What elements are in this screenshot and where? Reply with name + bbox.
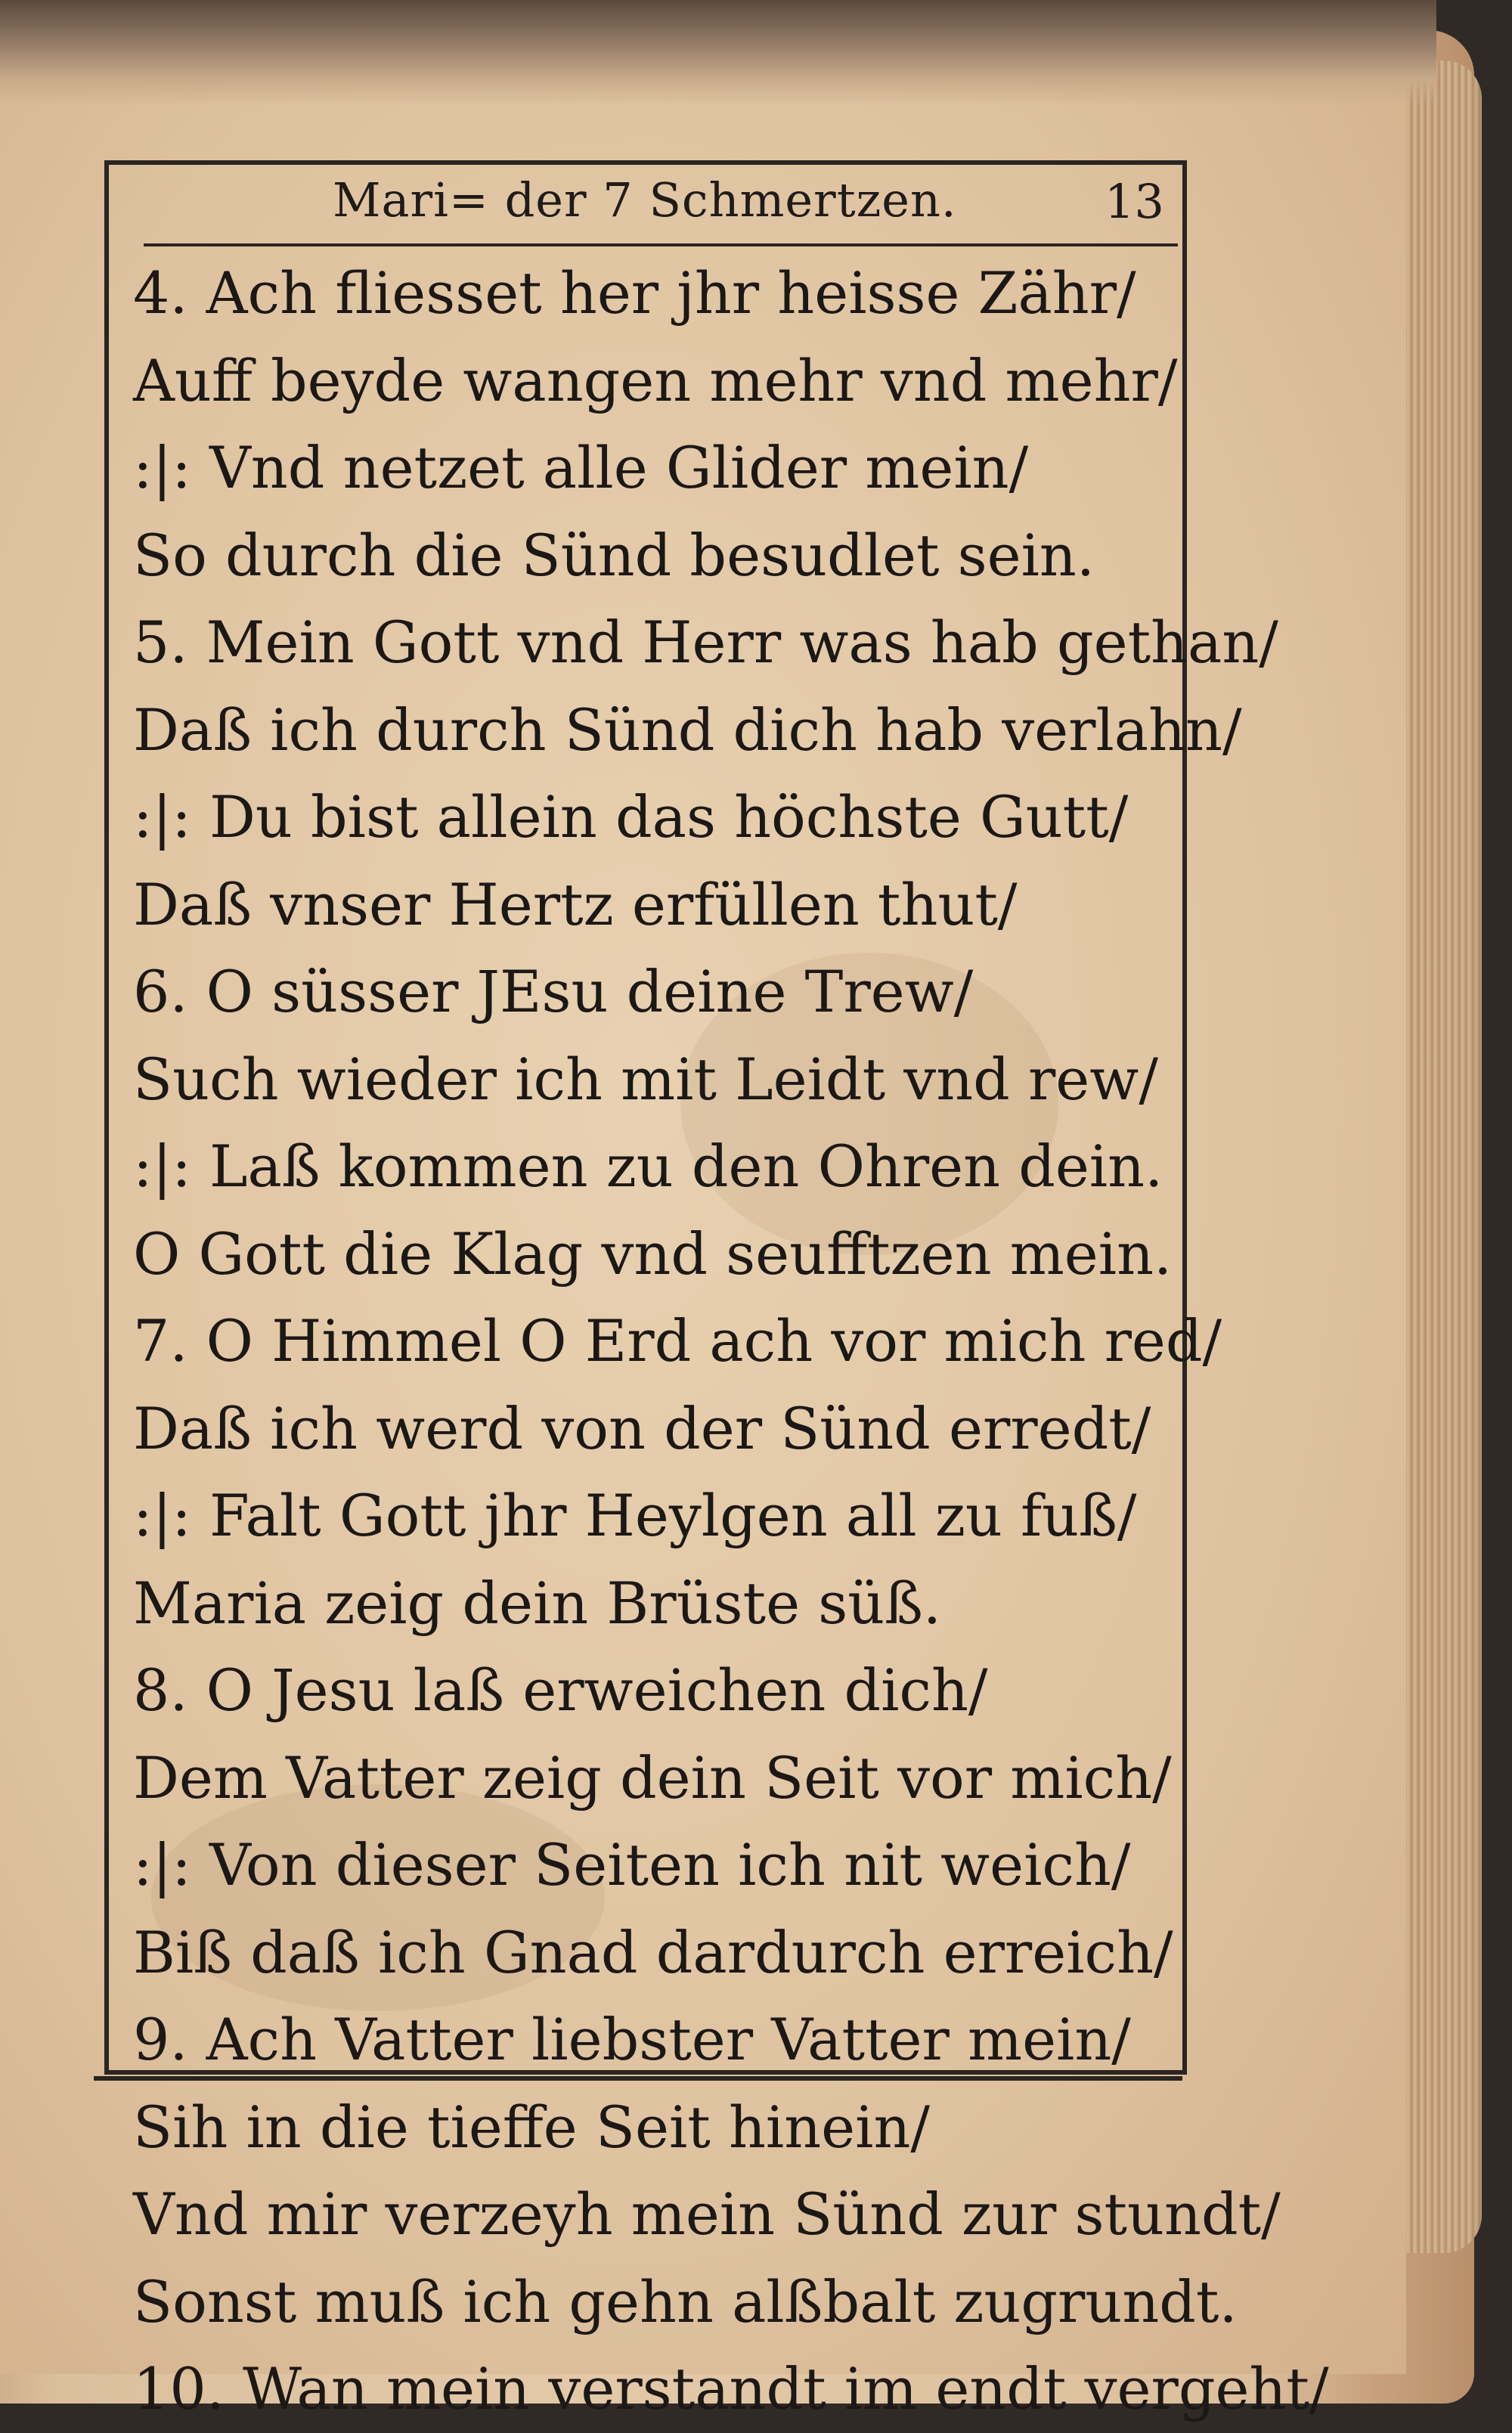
verse-line: So durch die Sünd besudlet sein.	[133, 521, 1095, 589]
verse-line: Daß ich durch Sünd dich hab verlahn/	[133, 696, 1242, 764]
verse-line: Daß vnser Hertz erfüllen thut/	[133, 870, 1018, 938]
verse-line: :|: Von dieser Seiten ich nit weich/	[133, 1831, 1131, 1898]
verse-line: 6. O süsser JEsu deine Trew/	[133, 958, 974, 1025]
verse-line: Vnd mir verzeyh mein Sünd zur stundt/	[133, 2180, 1281, 2248]
top-binding	[0, 0, 1436, 106]
verse-line: :|: Laß kommen zu den Ohren dein.	[133, 1133, 1163, 1200]
verse-line: :|: Falt Gott jhr Heylgen all zu fuß/	[133, 1482, 1137, 1549]
running-head: Mari= der 7 Schmertzen.	[333, 172, 957, 228]
verse-line: :|: Vnd netzet alle Glider mein/	[133, 434, 1029, 501]
verse-line: 8. O Jesu laß erweichen dich/	[133, 1657, 988, 1724]
verse-text	[133, 249, 1329, 2433]
page-edges	[1399, 60, 1482, 2253]
header-rule	[144, 243, 1178, 246]
verse-line: Dem Vatter zeig dein Seit vor mich/	[133, 1743, 1172, 1812]
verse-line: 4. Ach fliesset her jhr heisse Zähr/	[133, 259, 1136, 327]
verse-line: Daß ich werd von der Sünd erredt/	[133, 1394, 1151, 1462]
verse-line: Sonst muß ich gehn alßbalt zugrundt.	[133, 2267, 1238, 2335]
verse-line: :|: Du bist allein das höchste Gutt/	[133, 783, 1129, 851]
verse-line: Sih in die tieffe Seit hinein/	[133, 2093, 931, 2161]
verse-line: 7. O Himmel O Erd ach vor mich red/	[133, 1307, 1222, 1375]
verse-line: Maria zeig dein Brüste süß.	[133, 1569, 942, 1637]
verse-line: Such wieder ich mit Leidt vnd rew/	[133, 1045, 1158, 1113]
verse-line: Auff beyde wangen mehr vnd mehr/	[133, 346, 1178, 414]
verse-line: 5. Mein Gott vnd Herr was hab gethan/	[133, 609, 1278, 676]
verse-line: 10. Wan mein verstandt im endt vergeht/	[133, 2355, 1329, 2422]
page-number: 13	[1105, 174, 1164, 229]
verse-line: Biß daß ich Gnad dardurch erreich/	[133, 1918, 1173, 1986]
verse-line: O Gott die Klag vnd seufftzen mein.	[133, 1220, 1173, 1288]
verse-line: 9. Ach Vatter liebster Vatter mein/	[133, 2006, 1131, 2073]
